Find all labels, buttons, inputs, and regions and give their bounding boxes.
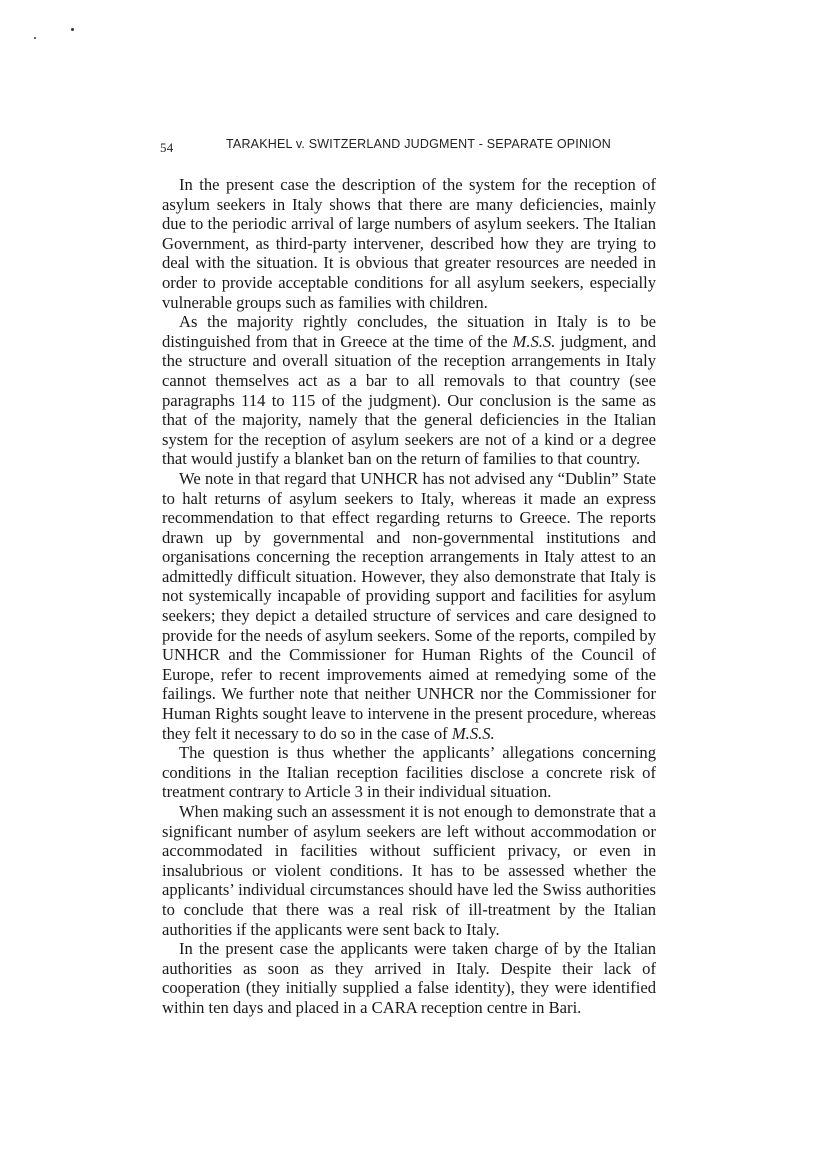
scan-speck: [71, 28, 74, 31]
paragraph-5: When making such an assessment it is not enough to demonstrate that a significant number of asylum seekers are left without accommodation or accommodated in facilities without sufficient privacy, or even in insalubrious or violent conditions. It has to be assessed whether the applicants’ individual circumstances should have led the Swiss authorities to conclude that there was a real risk of ill-treatment by the Italian authorities if the applicants were sent back to Italy.: [162, 802, 656, 939]
case-name: M.S.S.: [451, 723, 495, 743]
page-number: 54: [160, 140, 174, 155]
page-header: [160, 136, 660, 156]
paragraph-1: In the present case the description of the system for the reception of asylum seekers in Italy shows that there are many deficiencies, mainly due to the periodic arrival of large numbers of asylum seekers. The Italian Government, as third-party intervener, described how they are trying to deal with the situation. It is obvious that greater resources are needed in order to provide acceptable conditions for all asylum seekers, especially vulnerable groups such as families with children.: [162, 175, 656, 312]
scan-speck: [34, 37, 36, 39]
case-name: M.S.S.: [512, 331, 556, 351]
paragraph-6: In the present case the applicants were taken charge of by the Italian authorities as soon as they arrived in Italy. Despite their lack of cooperation (they initially supplied a false identity), they were identified within ten days and placed in a CARA reception centre in Bari.: [162, 939, 656, 1017]
paragraph-4: The question is thus whether the applicants’ allegations concerning conditions in the Italian reception facilities disclose a concrete risk of treatment contrary to Article 3 in their individual situation.: [162, 743, 656, 802]
paragraph-3: We note in that regard that UNHCR has not advised any “Dublin” State to halt returns of asylum seekers to Italy, whereas it made an express recommendation to that effect regarding returns to Greece. The reports drawn up by governmental and non-governmental institutions and organisations concerning the reception arrangements in Italy attest to an admittedly difficult situation. However, they also demonstrate that Italy is not systemically incapable of providing support and facilities for asylum seekers; they depict a detailed structure of services and care designed to provide for the needs of asylum seekers. Some of the reports, compiled by UNHCR and the Commissioner for Human Rights of the Council of Europe, refer to recent improvements aimed at remedying some of the failings. We further note that neither UNHCR nor the Commissioner for Human Rights sought leave to intervene in the present procedure, whereas they felt it necessary to do so in the case of M.S.S.: [162, 468, 656, 743]
paragraph-2: As the majority rightly concludes, the situation in Italy is to be distinguished from that in Greece at the time of the M.S.S. judgment, and the structure and overall situation of the reception arrangements in Italy cannot themselves act as a bar to all removals to that country (see paragraphs 114 to 115 of the judgment). Our conclusion is the same as that of the majority, namely that the general deficiencies in the Italian system for the reception of asylum seekers are not of a kind or a degree that would justify a blanket ban on the return of families to that country.: [162, 312, 656, 469]
running-title: TARAKHEL v. SWITZERLAND JUDGMENT - SEPARATE OPINION: [226, 137, 612, 151]
document-body: [162, 175, 656, 1018]
